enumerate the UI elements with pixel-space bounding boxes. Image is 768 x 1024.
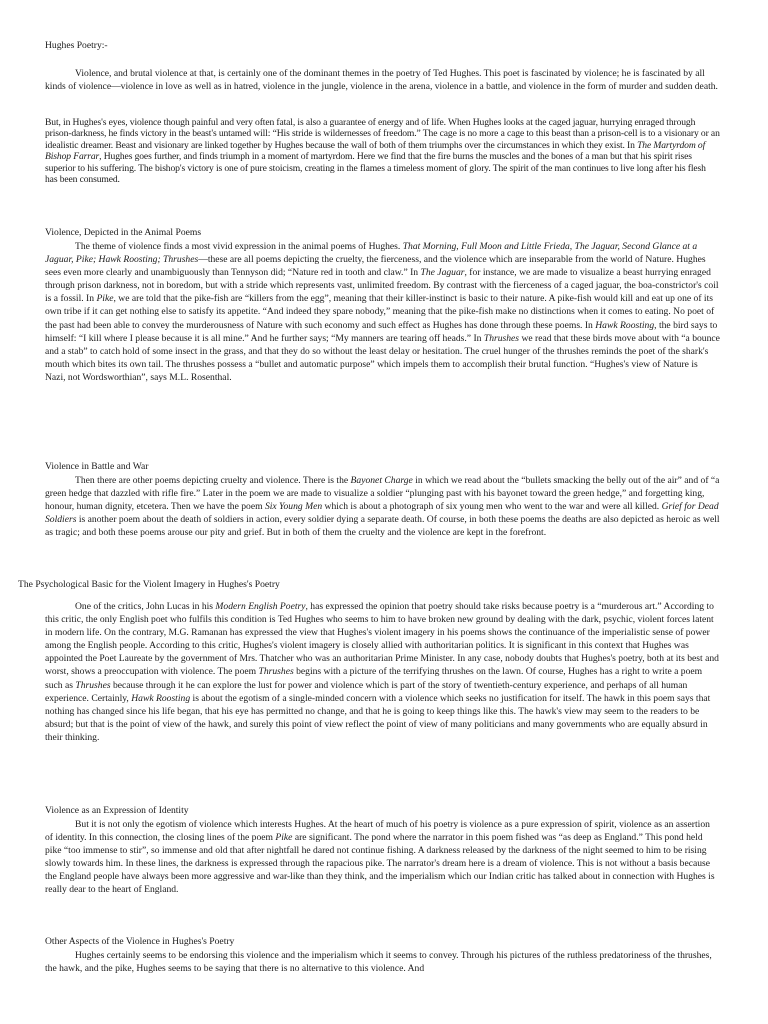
poem-title: Pike xyxy=(96,293,114,305)
text-run: The theme of violence finds a most vivid expression in the animal poems of Hughes. xyxy=(75,241,403,252)
poem-title: The Martyrdom of Bishop Farrar xyxy=(45,139,706,163)
book-title: Modern English Poetry xyxy=(215,601,306,612)
text-run: , for instance, we are made to visualize a beast hurrying enraged through prison darkness, not in boredom, but with a stride which represents vast, unlimited freedom. By contrast with the fierceness of a caged jaguar, the boa-constrictor's coil is a fossil. In xyxy=(45,267,719,305)
text-run: , has expressed the opinion that poetry should take risks because poetry is a “murderous art.” According to this critic, the only English poet who fulfils this condition is Ted Hughes who seems to him to have broken new ground by dealing with the dark, psychic, violent forces latent in modern life. On the contrary, M.G. Ramanan has expressed the view that Hughes's violent imagery in his poems shows the continuance of the imperialistic sense of power among the English people. According to this critic, Hughes's violent imagery is closely allied with authoritarian politics. It is significant in this context that Hughes was appointed the Poet Laureate by the government of Mrs. Thatcher who was an authoritarian Prime Minister. In any case, nobody doubts that Hughes's poetry, both at its best and worst, shows a preoccupation with violence. The poem xyxy=(45,601,719,678)
paragraph-jaguar-martyrdom xyxy=(45,117,720,185)
text-run: in which we read about the “bullets smacking the belly out of the air” and of “a green hedge that dazzled with rifle fire.” Later in the poem we are made to visualize a soldier “plunging past with his bayonet toward the green hedge,” and forgetting king, honour, human dignity, etcetera. Then we have the poem xyxy=(45,475,720,513)
text-run: which is about a photograph of six young men who went to the war and were all killed. xyxy=(322,501,662,513)
poem-titles: That Morning, Full Moon and Little Frieda, The Jaguar, Second Glance at a Jaguar, Pike; Hawk Roosting; Thrushes xyxy=(45,241,698,266)
poem-title: Thrushes xyxy=(483,332,520,344)
text-run: we read that these birds move about with “a bounce and a stab” to catch hold of some insect in the grass, and that they do so without the least delay or hesitation. The cruel hunger of the thrushes reminds the poet of the shark's mouth which bites its own tail. The thrushes possess a “bullet and automatic purpose” which impels them to accomplish their brutal function. “Hughes's view of Nature is Nazi, not Wordsworthian”, says M.L. Rosenthal. xyxy=(45,332,720,383)
text-run: But it is not only the egotism of violence which interests Hughes. At the heart of much of his poetry is violence as a pure expression of spirit, violence as an assertion of identity. In this connection, the closing lines of the poem xyxy=(45,819,710,844)
paragraph-psychological-basis xyxy=(45,600,720,744)
text-run: One of the critics, John Lucas in his xyxy=(75,601,216,612)
poem-title: Six Young Men xyxy=(264,501,323,513)
poem-title: Grief for Dead Soldiers xyxy=(45,501,719,526)
text-run: But, in Hughes's eyes, violence though painful and very often fatal, is also a guarantee of energy and of life. When Hughes looks at the caged jaguar, hurrying enraged through prison-darkness, he finds victory in the beast's untamed will: “His stride is wildernesses of freedom.” The cage is no more a cage to this beast than a prison-cell is to a visionary or an idealistic dreamer. Beast and visionary are linked together by Hughes because the wall of both of them triumphs over the circumstances in which they exist. In xyxy=(45,117,720,151)
text-run: Then there are other poems depicting cruelty and violence. There is the xyxy=(75,475,351,486)
text-run: , the bird says to himself: “I kill where I please because it is all mine.” And he further says; “My manners are tearing off heads.” In xyxy=(45,319,718,344)
section-heading-battle-war: Violence in Battle and War xyxy=(45,461,149,472)
paragraph-identity xyxy=(45,818,720,897)
poem-title: Hawk Roosting xyxy=(595,319,655,331)
poem-title: Pike xyxy=(275,832,293,844)
text-run: , we are told that the pike-fish are “killers from the egg”, meaning that their killer-instinct is basic to their nature. A pike-fish would kill and eat up one of its own tribe if it can get nothing else to satisfy its appetite. “And indeed they spare nobody,” meaning that the pike-fish make no distinctions when it comes to eating. No poet of the past had been able to convey the murderousness of Nature with such economy and such effect as Hughes has done through these poems. In xyxy=(45,293,715,331)
text-run: because through it he can explore the lust for power and violence which is part of the story of twentieth-century experience, and perhaps of all human experience. Certainly, xyxy=(45,679,688,704)
text-run: —these are all poems depicting the cruelty, the fierceness, and the violence which are inseparable from the world of Nature. Hughes sees even more clearly and unambiguously than Tennyson did; “Nature red in tooth and claw.” In xyxy=(45,254,706,279)
text-run: is about the egotism of a single-minded concern with a violence which seeks no justification for itself. The hawk in this poem says that nothing has changed since his life began, that his eye has permitted no change, and that he is going to keep things like this. The hawk's view may seem to the readers to be absurd; but that is the point of view of the hawk, and surely this point of view reflect the point of view of many politicians and many governments who are equally absurd in their thinking. xyxy=(45,692,711,743)
poem-title: Thrushes xyxy=(258,666,294,678)
text-run: are significant. The pond where the narrator in this poem fished was “as deep as England.” This pond held pike “too immense to stir”, so immense and old that after nightfall he dared not continue fishing. A darkness released by the darkness of the night seemed to him to be rising slowly towards him. In these lines, the darkness is expressed through the rapacious pike. The narrator's dream here is a dream of violence. This is not without a basis because the England people have always been more aggressive and war-like than they think, and the imperialism which our Indian critic has talked about in connection with Hughes is really dear to the heart of England. xyxy=(45,832,715,896)
poem-title: The Jaguar xyxy=(420,267,465,279)
paragraph-other-aspects: Hughes certainly seems to be endorsing this violence and the imperialism which it seems to convey. Through his pictures of the ruthless predatoriness of the thrushes, the hawk, and the pike, Hughes seems to be saying that there is no alternative to this violence. And xyxy=(45,950,712,975)
poem-title: Bayonet Charge xyxy=(350,475,413,486)
paragraph-intro: Violence, and brutal violence at that, is certainly one of the dominant themes in the poetry of Ted Hughes. This poet is fascinated by violence; he is fascinated by all kinds of violence—violence in love as well as in hatred, violence in the jungle, violence in the arena, violence in a battle, and violence in the form of murder and sudden death. xyxy=(45,68,718,93)
poem-title: Thrushes xyxy=(75,679,111,691)
poem-title: Hawk Roosting xyxy=(131,692,191,704)
section-heading-identity: Violence as an Expression of Identity xyxy=(45,805,189,816)
text-run: , Hughes goes further, and finds triumph in a moment of martyrdom. Here we find that the fire burns the muscles and the bones of a man but that his spirit rises superior to his suffering. The bishop's victory is one of pure stoicism, creating in the flames a timeless moment of glory. The spirit of the man continues to live long after his flesh has been consumed. xyxy=(45,151,706,186)
paragraph-animal-poems xyxy=(45,240,720,384)
text-run: begins with a picture of the terrifying thrushes on the lawn. Of course, Hughes has a right to write a poem such as xyxy=(45,666,703,691)
paragraph-battle-war xyxy=(45,474,720,539)
section-heading-psychological-basis: The Psychological Basic for the Violent Imagery in Hughes's Poetry xyxy=(18,579,280,590)
section-heading-hughes-poetry: Hughes Poetry:- xyxy=(45,40,108,51)
section-heading-animal-poems: Violence, Depicted in the Animal Poems xyxy=(45,227,202,238)
text-run: is another poem about the death of soldiers in action, every soldier dying a separate death. Of course, in both these poems the deaths are also depicted as heroic as well as tragic; and both these poems arouse our pity and grief. But in both of them the cruelty and the violence are kept in the forefront. xyxy=(45,514,720,539)
section-heading-other-aspects: Other Aspects of the Violence in Hughes's Poetry xyxy=(45,936,235,947)
